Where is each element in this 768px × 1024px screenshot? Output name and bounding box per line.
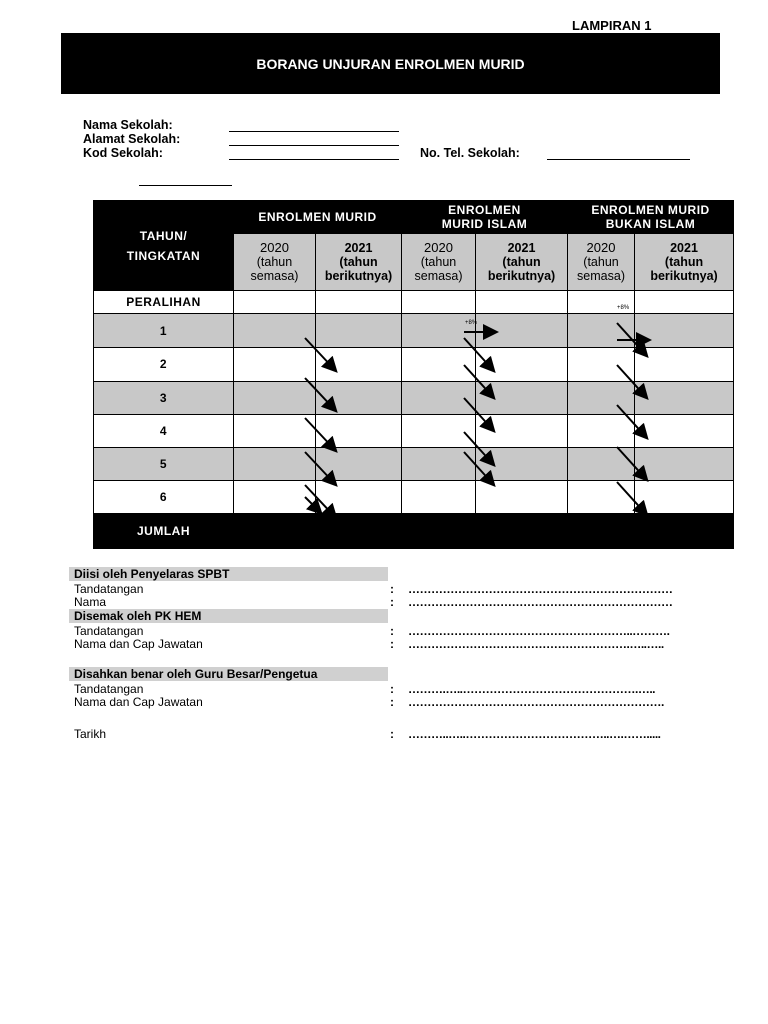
input-cell[interactable] <box>316 314 402 348</box>
year-next-note: (tahun berikutnya) <box>487 255 556 284</box>
nama-label: Nama <box>74 595 107 609</box>
section-pk-hem-title: Disemak oleh PK HEM <box>69 609 388 623</box>
group-header-text: ENROLMEN MURID BUKAN ISLAM <box>591 203 710 232</box>
table-row <box>94 314 734 348</box>
input-cell[interactable] <box>568 414 635 447</box>
input-cell[interactable] <box>568 447 635 480</box>
alamat-sekolah-label: Alamat Sekolah: <box>83 132 181 146</box>
input-cell[interactable] <box>568 480 635 513</box>
input-cell[interactable] <box>234 381 316 414</box>
input-cell[interactable] <box>402 414 476 447</box>
input-cell[interactable] <box>316 381 402 414</box>
input-cell[interactable] <box>635 414 734 447</box>
input-cell[interactable] <box>568 348 635 381</box>
row-label: 1 <box>94 314 234 348</box>
colon: : <box>390 682 394 696</box>
tandatangan-label-2: Tandatangan <box>74 624 144 638</box>
input-cell[interactable] <box>402 314 476 348</box>
growth-note: +8% <box>465 320 478 326</box>
year-current-note: (tahun semasa) <box>250 255 299 284</box>
input-cell[interactable] <box>316 480 402 513</box>
input-cell[interactable] <box>402 381 476 414</box>
total-cell[interactable] <box>635 513 734 548</box>
tandatangan-field-3[interactable]: ……….…..……………………………………….….. <box>408 682 656 696</box>
lampiran-label: LAMPIRAN 1 <box>572 18 652 33</box>
nama-cap-label-2: Nama dan Cap Jawatan <box>74 695 203 709</box>
input-cell[interactable] <box>476 480 568 513</box>
table-row <box>94 414 734 447</box>
table-row <box>94 480 734 513</box>
input-cell[interactable] <box>234 314 316 348</box>
input-cell[interactable] <box>635 314 734 348</box>
input-cell[interactable] <box>476 381 568 414</box>
tingkatan-label: TINGKATAN <box>126 248 201 263</box>
input-cell[interactable] <box>635 348 734 381</box>
nama-cap-field-2[interactable]: …………………………………………………………. <box>408 695 664 709</box>
row-label: 3 <box>94 381 234 414</box>
group-header-bukan-islam <box>568 201 734 234</box>
input-cell[interactable] <box>234 348 316 381</box>
year-next: 2021 <box>670 241 698 256</box>
input-cell[interactable] <box>568 381 635 414</box>
enrolment-table <box>93 200 734 549</box>
input-cell[interactable] <box>402 480 476 513</box>
alamat-sekolah-field[interactable] <box>229 145 399 146</box>
kod-sekolah-label: Kod Sekolah: <box>83 146 163 160</box>
year-next: 2021 <box>507 241 536 256</box>
tel-sekolah-label: No. Tel. Sekolah: <box>420 146 520 160</box>
input-cell[interactable] <box>402 447 476 480</box>
input-cell[interactable] <box>568 314 635 348</box>
group-header-text: ENROLMEN MURID ISLAM <box>441 203 528 232</box>
year-current-header <box>402 234 476 291</box>
input-cell[interactable] <box>234 414 316 447</box>
input-cell[interactable] <box>402 291 476 314</box>
year-current: 2020 <box>260 240 289 256</box>
kod-sekolah-field[interactable] <box>229 159 399 160</box>
input-cell[interactable] <box>234 291 316 314</box>
section-guru-besar-title: Disahkan benar oleh Guru Besar/Pengetua <box>69 667 388 681</box>
input-cell[interactable] <box>316 414 402 447</box>
input-cell[interactable] <box>234 480 316 513</box>
input-cell[interactable] <box>316 348 402 381</box>
tarikh-field[interactable]: ………..…..………………………………..….……..... <box>408 727 661 741</box>
group-header-islam <box>402 201 568 234</box>
nama-cap-field-1[interactable]: ………………………………………………….…..….. <box>408 637 664 651</box>
total-row <box>94 513 734 548</box>
table-row <box>94 291 734 314</box>
year-next-header <box>476 234 568 291</box>
input-cell[interactable] <box>635 480 734 513</box>
input-cell[interactable] <box>568 291 635 314</box>
year-current-header <box>234 234 316 291</box>
year-next-note: (tahun berikutnya) <box>650 255 718 284</box>
year-next-header <box>316 234 402 291</box>
table-row <box>94 348 734 381</box>
row-label: 4 <box>94 414 234 447</box>
total-cell[interactable] <box>234 513 316 548</box>
tandatangan-label-3: Tandatangan <box>74 682 144 696</box>
row-label: 6 <box>94 480 234 513</box>
group-header-enrolmen <box>234 201 402 234</box>
tandatangan-label-1: Tandatangan <box>74 582 144 596</box>
growth-note: +8% <box>617 305 630 311</box>
input-cell[interactable] <box>635 447 734 480</box>
input-cell[interactable] <box>476 348 568 381</box>
row-label: 2 <box>94 348 234 381</box>
total-label: JUMLAH <box>94 513 234 548</box>
colon: : <box>390 695 394 709</box>
form-title: BORANG UNJURAN ENROLMEN MURID <box>61 33 720 94</box>
colon: : <box>390 582 394 596</box>
tahun-label: TAHUN/ <box>139 228 188 243</box>
tandatangan-field-1[interactable]: …………………………………………………………… <box>408 582 673 596</box>
year-current-header <box>568 234 635 291</box>
input-cell[interactable] <box>402 348 476 381</box>
colon: : <box>390 624 394 638</box>
row-label: PERALIHAN <box>94 291 234 314</box>
year-current-note: (tahun semasa) <box>577 255 625 284</box>
tandatangan-field-2[interactable]: …………………………………………………..………. <box>408 624 670 638</box>
input-cell[interactable] <box>635 381 734 414</box>
row-label: 5 <box>94 447 234 480</box>
nama-sekolah-label: Nama Sekolah: <box>83 118 173 132</box>
tel-sekolah-field[interactable] <box>547 159 690 160</box>
input-cell[interactable] <box>476 414 568 447</box>
table-row <box>94 381 734 414</box>
extra-field-line[interactable] <box>139 185 232 186</box>
section-spbt-title: Diisi oleh Penyelaras SPBT <box>69 567 388 581</box>
colon: : <box>390 595 394 609</box>
year-current-note: (tahun semasa) <box>414 255 463 284</box>
input-cell[interactable] <box>316 447 402 480</box>
input-cell[interactable] <box>316 291 402 314</box>
input-cell[interactable] <box>476 447 568 480</box>
year-next: 2021 <box>344 241 373 256</box>
input-cell[interactable] <box>476 314 568 348</box>
input-cell[interactable] <box>476 291 568 314</box>
year-next-header <box>635 234 734 291</box>
total-cell[interactable] <box>402 513 476 548</box>
year-current: 2020 <box>586 240 616 256</box>
nama-field[interactable]: …………………………………………………………… <box>408 595 673 609</box>
colon: : <box>390 727 394 741</box>
total-cell[interactable] <box>316 513 402 548</box>
nama-sekolah-field[interactable] <box>229 131 399 132</box>
input-cell[interactable] <box>234 447 316 480</box>
input-cell[interactable] <box>635 291 734 314</box>
group-header-text: ENROLMEN MURID <box>258 210 377 225</box>
colon: : <box>390 637 394 651</box>
table-row <box>94 447 734 480</box>
year-current: 2020 <box>424 240 453 256</box>
total-cell[interactable] <box>568 513 635 548</box>
total-cell[interactable] <box>476 513 568 548</box>
year-next-note: (tahun berikutnya) <box>324 255 393 284</box>
tarikh-label: Tarikh <box>74 727 107 741</box>
tahun-tingkatan-header <box>94 201 234 291</box>
nama-cap-label-1: Nama dan Cap Jawatan <box>74 637 203 651</box>
